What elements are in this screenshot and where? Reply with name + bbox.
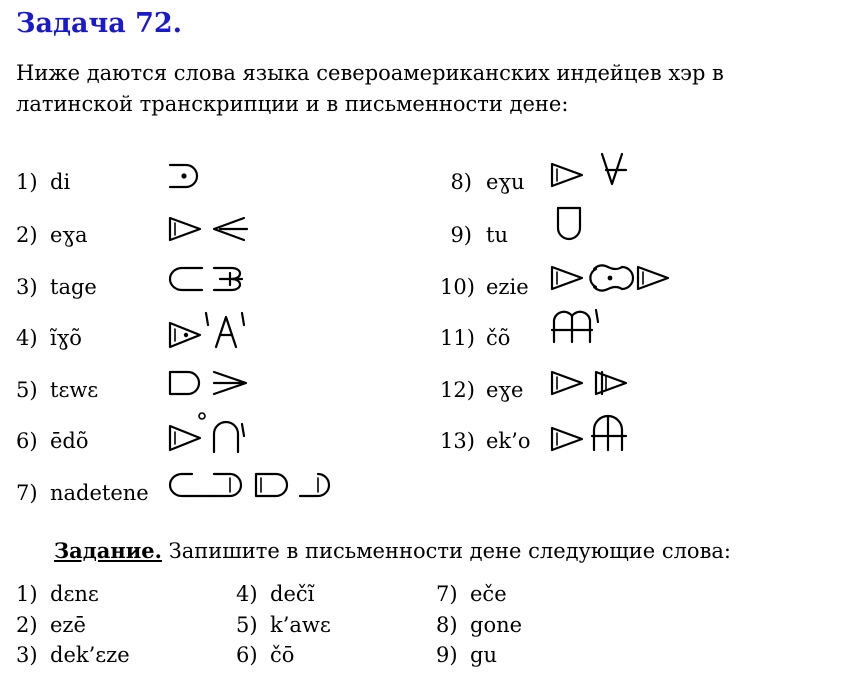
word-number: 8)	[450, 170, 472, 194]
word-latin: nadetene	[50, 481, 149, 505]
syllabic-glyph-tage	[168, 266, 258, 292]
task-number: 4)	[236, 582, 258, 606]
word-number: 7)	[16, 481, 38, 505]
task-item	[236, 643, 294, 667]
problem-title: Задача 72.	[16, 8, 183, 39]
word-row	[16, 429, 89, 453]
task-number: 8)	[436, 613, 458, 637]
word-number: 12)	[440, 378, 475, 402]
task-item	[236, 613, 331, 637]
word-number: 10)	[440, 275, 475, 299]
word-row	[16, 275, 97, 299]
word-row	[440, 223, 508, 247]
task-word: gone	[470, 613, 523, 637]
task-word: eče	[470, 582, 507, 606]
syllabic-glyph-tu	[556, 206, 586, 242]
task-number: 5)	[236, 613, 258, 637]
word-number: 4)	[16, 326, 38, 350]
word-number: 11)	[440, 326, 475, 350]
word-number: 2)	[16, 223, 38, 247]
word-latin: ēdõ	[50, 429, 89, 453]
word-latin: eɣu	[486, 170, 525, 194]
task-item	[436, 613, 522, 637]
word-row	[440, 326, 510, 350]
word-row	[16, 326, 82, 350]
task-word: dɛnɛ	[50, 582, 99, 606]
syllabic-glyph-ezie	[550, 263, 680, 293]
task-item	[436, 643, 497, 667]
syllabic-glyph-co	[550, 306, 610, 346]
task-item	[16, 582, 99, 606]
word-latin: ezie	[486, 275, 529, 299]
syllabic-glyph-nadetene	[168, 472, 338, 498]
word-number: 6)	[16, 429, 38, 453]
word-number: 5)	[16, 378, 38, 402]
word-number: 1)	[16, 170, 38, 194]
task-item	[236, 582, 314, 606]
word-latin: tage	[50, 275, 97, 299]
task-item	[16, 613, 86, 637]
task-label: Задание.	[54, 538, 162, 563]
task-word: dek’ɛze	[50, 643, 130, 667]
word-row	[440, 378, 523, 402]
word-number: 3)	[16, 275, 38, 299]
task-number: 6)	[236, 643, 258, 667]
word-latin: eɣa	[50, 223, 88, 247]
word-latin: eɣe	[486, 378, 524, 402]
syllabic-glyph-tewe	[168, 370, 258, 396]
word-row	[440, 429, 530, 453]
task-number: 3)	[16, 643, 38, 667]
task-number: 1)	[16, 582, 38, 606]
task-word: gu	[470, 643, 497, 667]
word-latin: ek’o	[486, 429, 531, 453]
task-heading	[54, 538, 731, 563]
syllabic-glyph-eko	[550, 412, 640, 452]
task-number: 7)	[436, 582, 458, 606]
word-latin: ĩɣõ	[50, 326, 82, 350]
syllabic-glyph-eyu	[550, 150, 640, 190]
syllabic-glyph-di	[168, 163, 208, 189]
task-item	[16, 643, 130, 667]
task-text: Запишите в письменности дене следующие слова:	[168, 539, 731, 563]
task-word: ezē	[50, 613, 86, 637]
word-row	[440, 275, 529, 299]
task-number: 2)	[16, 613, 38, 637]
task-word: k’awɛ	[270, 613, 331, 637]
syllabic-glyph-eye	[550, 370, 640, 396]
word-latin: tɛwɛ	[50, 378, 99, 402]
syllabic-glyph-iyo	[168, 311, 258, 351]
word-row	[16, 170, 70, 194]
syllabic-glyph-edo	[168, 410, 258, 454]
word-row	[16, 378, 98, 402]
task-item	[436, 582, 507, 606]
word-latin: čõ	[486, 326, 511, 350]
word-row	[16, 481, 149, 505]
word-number: 9)	[450, 223, 472, 247]
task-word: dečĩ	[270, 582, 315, 606]
word-row	[440, 170, 525, 194]
syllabic-glyph-eya	[168, 216, 258, 242]
word-latin: di	[50, 170, 71, 194]
word-number: 13)	[440, 429, 475, 453]
word-row	[16, 223, 88, 247]
problem-intro: Ниже даются слова языка североамериканских индейцев хэр в латинской транскрипции и в письменности дене:	[16, 61, 724, 116]
word-latin: tu	[486, 223, 508, 247]
task-word: čō	[270, 643, 295, 667]
task-number: 9)	[436, 643, 458, 667]
